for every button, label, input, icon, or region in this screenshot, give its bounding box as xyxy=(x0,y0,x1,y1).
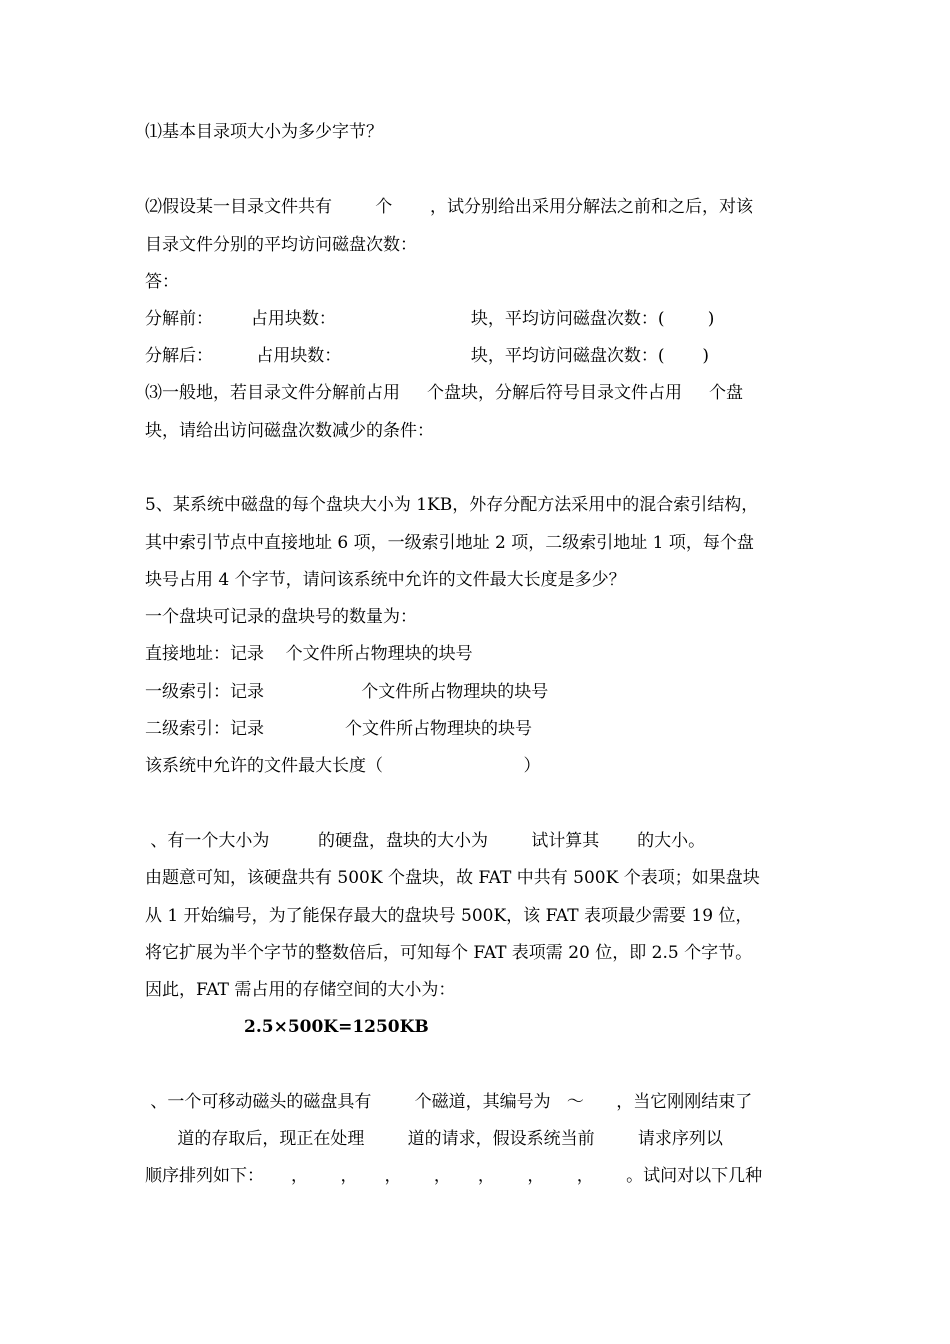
question-5-cont-1: 其中索引节点中直接地址 6 项，一级索引地址 2 项，二级索引地址 1 项，每个盘 xyxy=(145,533,754,553)
question-7-cont-1: 道的存取后，现正在处理 道的请求，假设系统当前 请求序列以 xyxy=(145,1129,723,1149)
question-1-3-cont: 块，请给出访问磁盘次数减少的条件： xyxy=(145,421,434,441)
solution-line-2: 从 1 开始编号，为了能保存最大的盘块号 500K，该 FAT 表项最少需要 19 位， xyxy=(145,906,753,926)
solution-line-3: 将它扩展为半个字节的整数倍后，可知每个 FAT 表项需 20 位，即 2.5 个字节。 xyxy=(145,943,753,963)
question-5: 5、某系统中磁盘的每个盘块大小为 1KB，外存分配方法采用中的混合索引结构， xyxy=(145,495,759,515)
answer-label: 答： xyxy=(145,272,179,292)
question-1-3: ⑶一般地，若目录文件分解前占用 个盘块，分解后符号目录文件占用 个盘 xyxy=(145,383,744,403)
question-1-2: ⑵假设某一目录文件共有 个 ，试分别给出采用分解法之前和之后，对该 xyxy=(145,197,754,217)
after-split: 分解后： 占用块数： 块，平均访问磁盘次数：( ) xyxy=(145,346,710,366)
max-length-line: 该系统中允许的文件最大长度（ ） xyxy=(145,756,541,776)
question-1-1: ⑴基本目录项大小为多少字节？ xyxy=(145,122,383,142)
solution-line-4: 因此，FAT 需占用的存储空间的大小为： xyxy=(145,980,456,1000)
formula: 2.5×500K=1250KB xyxy=(244,1017,429,1037)
double-index-line: 二级索引：记录 个文件所占物理块的块号 xyxy=(145,719,533,739)
question-5-cont-2: 块号占用 4 个字节，请问该系统中允许的文件最大长度是多少？ xyxy=(145,570,626,590)
before-split: 分解前： 占用块数： 块，平均访问磁盘次数：( ) xyxy=(145,309,715,329)
solution-line-1: 由题意可知，该硬盘共有 500K 个盘块，故 FAT 中共有 500K 个表项；如果盘块 xyxy=(145,868,760,888)
question-6: 、有一个大小为 的硬盘，盘块的大小为 试计算其 的大小。 xyxy=(145,831,706,851)
direct-address-line: 直接地址：记录 个文件所占物理块的块号 xyxy=(145,644,473,664)
question-7-cont-2: 顺序排列如下： ， ， ， ， ， ， ， 。试问对以下几种 xyxy=(145,1166,763,1186)
block-count-line: 一个盘块可记录的盘块号的数量为： xyxy=(145,607,417,627)
single-index-line: 一级索引：记录 个文件所占物理块的块号 xyxy=(145,682,549,702)
question-7: 、一个可移动磁头的磁盘具有 个磁道，其编号为 ～ ，当它刚刚结束了 xyxy=(145,1092,753,1112)
question-1-2-cont: 目录文件分别的平均访问磁盘次数： xyxy=(145,235,417,255)
